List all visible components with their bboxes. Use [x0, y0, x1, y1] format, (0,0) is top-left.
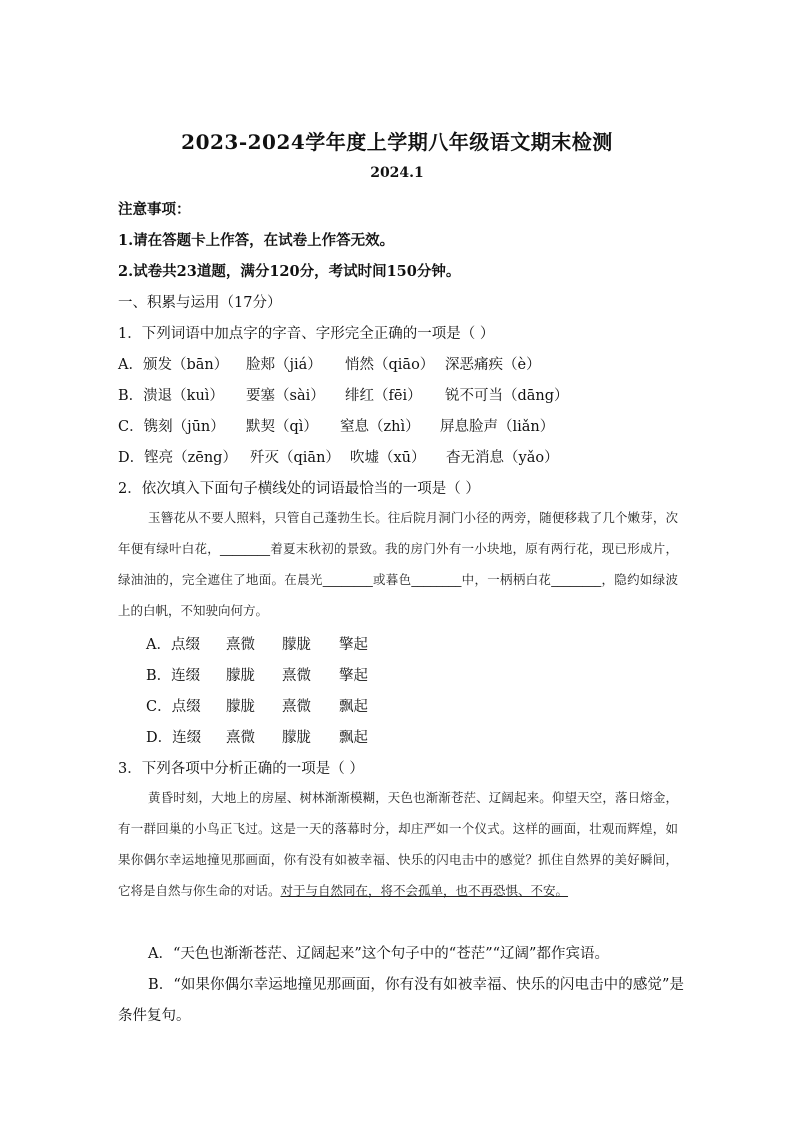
- blank-3: ________: [411, 572, 462, 587]
- exam-title: 2023-2024学年度上学期八年级语文期末检测: [181, 130, 613, 154]
- q1-stem: 1．下列词语中加点字的字音、字形完全正确的一项是（ ）: [118, 326, 495, 342]
- q3-stem: 3．下列各项中分析正确的一项是（ ）: [118, 761, 364, 777]
- underlined-sentence: 对于与自然同在，将不会孤单，也不再恐惧、不安。: [280, 883, 569, 898]
- q3-option-a: A．“天色也渐渐苍茫、辽阔起来”这个句子中的“苍茫”“辽阔”都作宾语。: [148, 946, 609, 962]
- notice-item-1: 1.请在答题卡上作答，在试卷上作答无效。: [118, 232, 395, 249]
- exam-date: 2024.1: [370, 165, 424, 181]
- q2-stem: 2．依次填入下面句子横线处的词语最恰当的一项是（ ）: [118, 481, 480, 497]
- exam-page: 2023-2024学年度上学期八年级语文期末检测 2024.1 注意事项： 1.请在答题卡上作答，在试卷上作答无效。 2.试卷共23道题，满分120分，考试时间150分钟。 一、积累与运用（17分） 1．下列词语中加点字的字音、字形完全正确的一项是（ ） A．颁发（bān） 脸郏（jiá） 悄然（qiāo） 深恶痛疾（è） B．溃退（kuì） 要塞（sài） 绯红（fēi） 锐不可当（dāng） C．镌刻（jūn） 默契（qì） 窒息（zhì） 屏息脸声（liǎn） D．铿亮（zēng） 歼灭（qiān） 吹墟（xū） 杳无消息（yǎo） 2．依次填入下面句子横线处的词语最恰当的一项是（ ） 玉簪花从不要人照料，只管自己蓬勃生长。往后院月洞门小径的两旁，随便移栽了几个嫩芽，次年便有绿叶白花，________着夏末秋初的景致。我的房门外有一小块地，原有两行花，现已形成片，绿油油的，完全遮住了地面。在晨光________或暮色________中，一柄柄白花________，隐约如绿波上的白帆，不知驶向何方。 A．点缀 熹微 朦胧 擎起 B．连缀 朦胧 熹微 擎起 C．点缀 朦胧 熹微 飘起 D．连缀 熹微 朦胧 飘起 3．下列各项中分析正确的一项是（ ） 黄昏时刻，大地上的房屋、树林渐渐模糊，天色也渐渐苍茫、辽阔起来。仰望天空，落日熔金，有一群回巢的小鸟正飞过。这是一天的落幕时分，却庄严如一个仪式。这样的画面，壮观而辉煌，如果你偶尔幸运地撞见那画面，你有没有如被幸福、快乐的闪电击中的感觉？抓住自然界的美好瞬间，它将是自然与你生命的对话。对于与自然同在，将不会孤单，也不再恐惧、不安。 A．“天色也渐渐苍茫、辽阔起来”这个句子中的“苍茫”“辽阔”都作宾语。 B．“如果你偶尔幸运地撞见那画面，你有没有如被幸福、快乐的闪电击中的感觉”是条件复句。: [0, 0, 794, 1123]
- notice-item-2: 2.试卷共23道题，满分120分，考试时间150分钟。: [118, 263, 461, 280]
- notice-heading: 注意事项：: [118, 201, 191, 218]
- q3-passage: 黄昏时刻，大地上的房屋、树林渐渐模糊，天色也渐渐苍茫、辽阔起来。仰望天空，落日熔金，有一群回巢的小鸟正飞过。这是一天的落幕时分，却庄严如一个仪式。这样的画面，壮观而辉煌，如果你偶尔幸运地撞见那画面，你有没有如被幸福、快乐的闪电击中的感觉？抓住自然界的美好瞬间，它将是自然与你生命的对话。对于与自然同在，将不会孤单，也不再恐惧、不安。: [118, 790, 678, 898]
- q3-option-b: B．“如果你偶尔幸运地撞见那画面，你有没有如被幸福、快乐的闪电击中的感觉”是条件复句。: [118, 977, 684, 1024]
- blank-1: ________: [220, 541, 270, 556]
- blank-2: ________: [322, 572, 373, 587]
- q2-passage: 玉簪花从不要人照料，只管自己蓬勃生长。往后院月洞门小径的两旁，随便移栽了几个嫩芽，次年便有绿叶白花，________着夏末秋初的景致。我的房门外有一小块地，原有两行花，现已形成片，绿油油的，完全遮住了地面。在晨光________或暮色________中，一柄柄白花________，隐约如绿波上的白帆，不知驶向何方。: [118, 510, 678, 618]
- blank-4: ________: [551, 572, 602, 587]
- section-heading: 一、积累与运用（17分）: [118, 295, 282, 311]
